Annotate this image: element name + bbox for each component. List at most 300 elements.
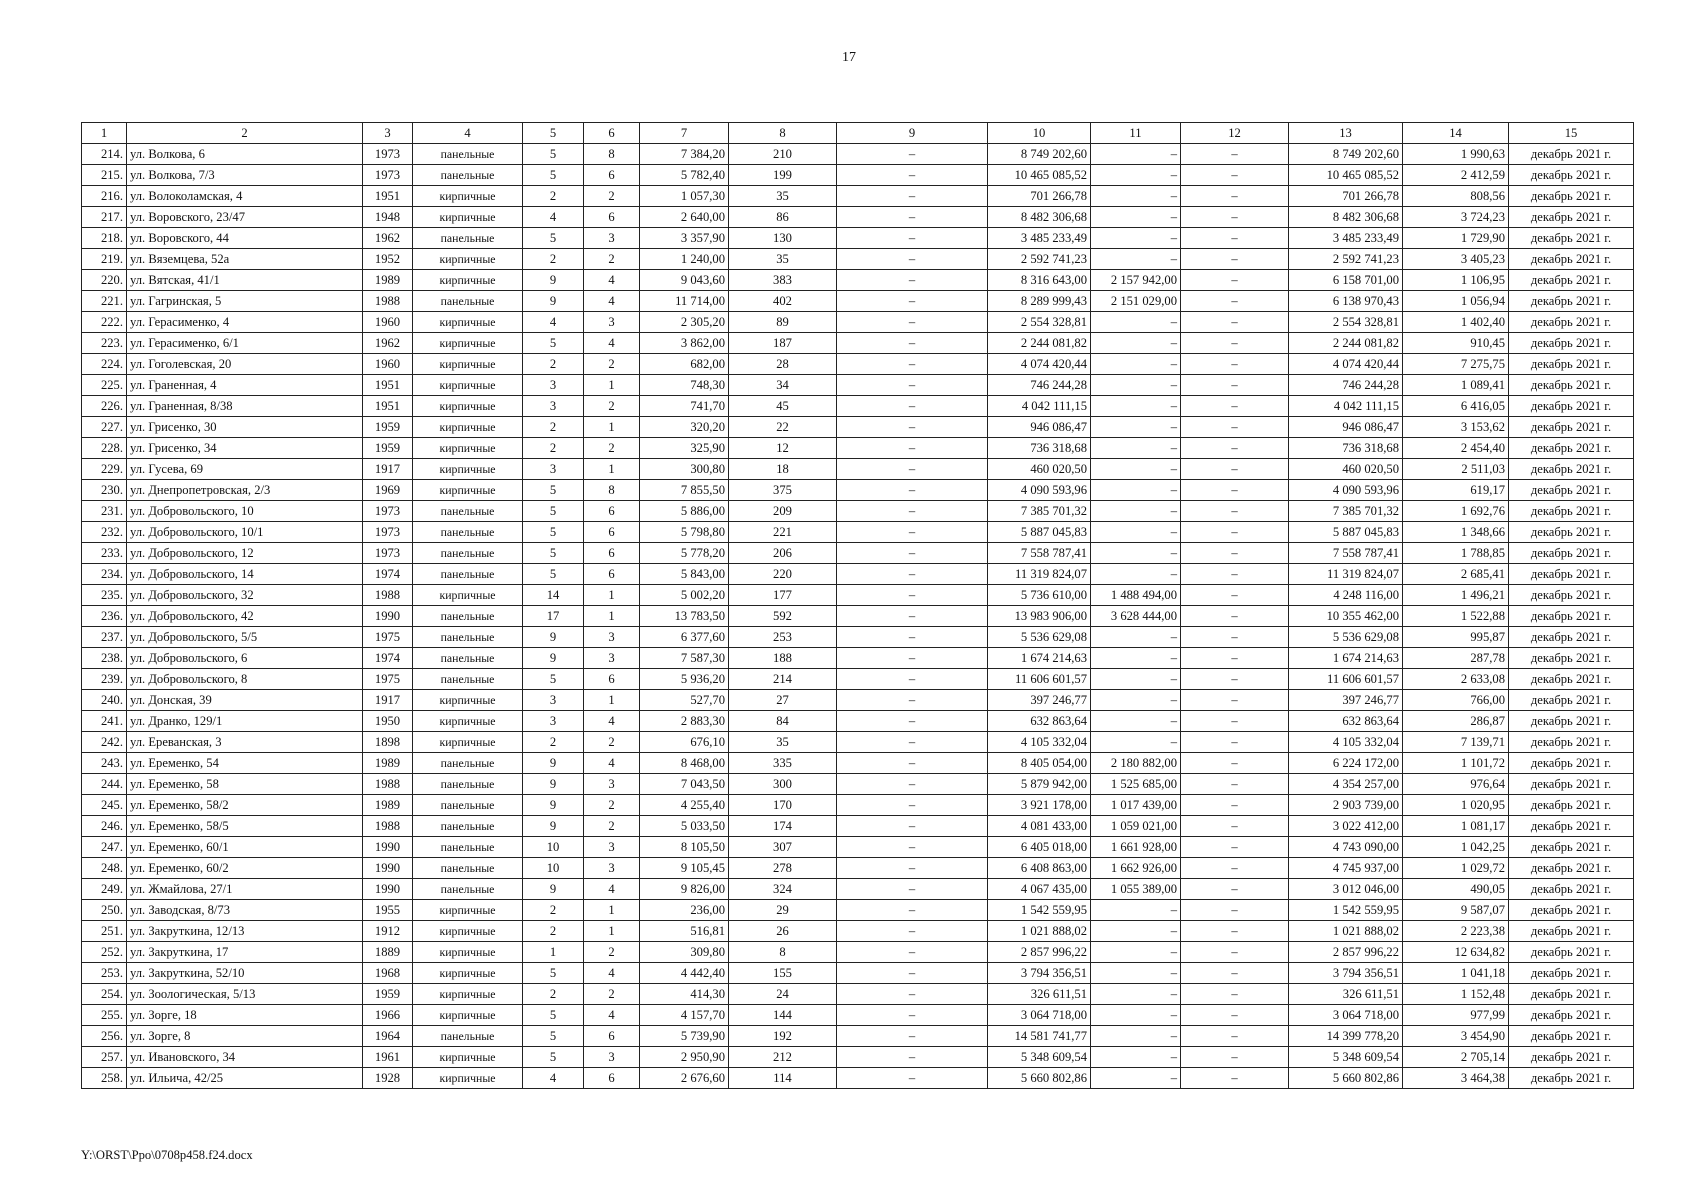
cell-cost-per-sqm: 1 496,21: [1403, 585, 1509, 606]
cell-col9-value: –: [837, 375, 988, 396]
cell-col13-value: 6 138 970,43: [1289, 291, 1403, 312]
cell-residents: 592: [729, 606, 837, 627]
cell-entrances: 3: [584, 312, 640, 333]
cell-residents: 130: [729, 228, 837, 249]
cell-address: ул. Ереванская, 3: [127, 732, 363, 753]
cell-address: ул. Герасименко, 6/1: [127, 333, 363, 354]
cell-deadline: декабрь 2021 г.: [1509, 438, 1634, 459]
cell-area: 7 855,50: [640, 480, 729, 501]
cell-deadline: декабрь 2021 г.: [1509, 921, 1634, 942]
cell-col11-value: –: [1091, 312, 1181, 333]
cell-col11-value: –: [1091, 459, 1181, 480]
cell-col11-value: –: [1091, 648, 1181, 669]
cell-col13-value: 10 355 462,00: [1289, 606, 1403, 627]
column-header-12: 12: [1181, 123, 1289, 144]
cell-wall-material: кирпичные: [413, 480, 523, 501]
cell-col11-value: –: [1091, 228, 1181, 249]
cell-address: ул. Добровольского, 8: [127, 669, 363, 690]
cell-area: 3 357,90: [640, 228, 729, 249]
cell-col11-value: 1 488 494,00: [1091, 585, 1181, 606]
table-body: [82, 144, 1634, 1089]
cell-address: ул. Добровольского, 5/5: [127, 627, 363, 648]
cell-col9-value: –: [837, 270, 988, 291]
cell-deadline: декабрь 2021 г.: [1509, 270, 1634, 291]
cell-row-number: 215.: [82, 165, 127, 186]
cell-total-cost: 8 316 643,00: [988, 270, 1091, 291]
cell-entrances: 2: [584, 438, 640, 459]
cell-residents: 210: [729, 144, 837, 165]
cell-address: ул. Грисенко, 34: [127, 438, 363, 459]
cell-col11-value: –: [1091, 711, 1181, 732]
cell-address: ул. Закруткина, 52/10: [127, 963, 363, 984]
cell-residents: 335: [729, 753, 837, 774]
cell-col11-value: –: [1091, 564, 1181, 585]
cell-area: 320,20: [640, 417, 729, 438]
cell-year-built: 1990: [363, 879, 413, 900]
column-header-15: 15: [1509, 123, 1634, 144]
cell-col12-value: –: [1181, 732, 1289, 753]
cell-total-cost: 2 244 081,82: [988, 333, 1091, 354]
cell-col11-value: –: [1091, 1068, 1181, 1089]
cell-deadline: декабрь 2021 г.: [1509, 165, 1634, 186]
cell-col12-value: –: [1181, 165, 1289, 186]
cell-floors: 2: [523, 921, 584, 942]
cell-col12-value: –: [1181, 753, 1289, 774]
cell-year-built: 1960: [363, 312, 413, 333]
cell-col13-value: 5 536 629,08: [1289, 627, 1403, 648]
cell-col11-value: –: [1091, 354, 1181, 375]
table-row: [82, 879, 1634, 900]
cell-col13-value: 8 749 202,60: [1289, 144, 1403, 165]
cell-entrances: 2: [584, 732, 640, 753]
cell-deadline: декабрь 2021 г.: [1509, 333, 1634, 354]
cell-area: 3 862,00: [640, 333, 729, 354]
cell-year-built: 1973: [363, 543, 413, 564]
cell-area: 5 798,80: [640, 522, 729, 543]
cell-entrances: 3: [584, 627, 640, 648]
cell-address: ул. Ильича, 42/25: [127, 1068, 363, 1089]
table-row: [82, 711, 1634, 732]
cell-col9-value: –: [837, 249, 988, 270]
cell-year-built: 1988: [363, 585, 413, 606]
cell-col9-value: –: [837, 291, 988, 312]
cell-col12-value: –: [1181, 690, 1289, 711]
cell-address: ул. Еременко, 60/1: [127, 837, 363, 858]
cell-residents: 24: [729, 984, 837, 1005]
cell-residents: 212: [729, 1047, 837, 1068]
cell-col13-value: 397 246,77: [1289, 690, 1403, 711]
cell-row-number: 254.: [82, 984, 127, 1005]
cell-col9-value: –: [837, 858, 988, 879]
cell-floors: 3: [523, 396, 584, 417]
cell-col12-value: –: [1181, 543, 1289, 564]
cell-year-built: 1989: [363, 270, 413, 291]
table-row: [82, 900, 1634, 921]
cell-col13-value: 3 022 412,00: [1289, 816, 1403, 837]
cell-residents: 375: [729, 480, 837, 501]
cell-residents: 221: [729, 522, 837, 543]
cell-area: 5 936,20: [640, 669, 729, 690]
cell-entrances: 4: [584, 291, 640, 312]
cell-cost-per-sqm: 1 152,48: [1403, 984, 1509, 1005]
cell-area: 9 105,45: [640, 858, 729, 879]
cell-col13-value: 4 248 116,00: [1289, 585, 1403, 606]
cell-residents: 35: [729, 732, 837, 753]
cell-row-number: 238.: [82, 648, 127, 669]
cell-col11-value: –: [1091, 207, 1181, 228]
cell-wall-material: кирпичные: [413, 333, 523, 354]
cell-area: 4 255,40: [640, 795, 729, 816]
cell-area: 2 640,00: [640, 207, 729, 228]
cell-entrances: 3: [584, 837, 640, 858]
cell-wall-material: кирпичные: [413, 207, 523, 228]
cell-entrances: 3: [584, 1047, 640, 1068]
cell-col11-value: –: [1091, 522, 1181, 543]
cell-col11-value: –: [1091, 669, 1181, 690]
footer-file-path: Y:\ORST\Ppo\0708p458.f24.docx: [81, 1148, 253, 1162]
cell-col12-value: –: [1181, 354, 1289, 375]
cell-row-number: 236.: [82, 606, 127, 627]
cell-year-built: 1973: [363, 144, 413, 165]
cell-col9-value: –: [837, 879, 988, 900]
cell-wall-material: кирпичные: [413, 375, 523, 396]
cell-col11-value: 1 662 926,00: [1091, 858, 1181, 879]
cell-area: 5 002,20: [640, 585, 729, 606]
cell-row-number: 246.: [82, 816, 127, 837]
cell-year-built: 1988: [363, 774, 413, 795]
table-row: [82, 249, 1634, 270]
cell-row-number: 242.: [82, 732, 127, 753]
table-row: [82, 543, 1634, 564]
cell-entrances: 2: [584, 249, 640, 270]
cell-row-number: 250.: [82, 900, 127, 921]
cell-residents: 35: [729, 249, 837, 270]
table-row: [82, 522, 1634, 543]
cell-total-cost: 1 674 214,63: [988, 648, 1091, 669]
cell-col9-value: –: [837, 417, 988, 438]
cell-cost-per-sqm: 2 685,41: [1403, 564, 1509, 585]
cell-year-built: 1962: [363, 333, 413, 354]
cell-col11-value: –: [1091, 333, 1181, 354]
cell-col11-value: –: [1091, 375, 1181, 396]
cell-col12-value: –: [1181, 438, 1289, 459]
cell-col11-value: –: [1091, 501, 1181, 522]
cell-entrances: 3: [584, 774, 640, 795]
table-row: [82, 207, 1634, 228]
cell-row-number: 223.: [82, 333, 127, 354]
cell-area: 748,30: [640, 375, 729, 396]
cell-total-cost: 3 794 356,51: [988, 963, 1091, 984]
cell-entrances: 2: [584, 186, 640, 207]
cell-col11-value: –: [1091, 921, 1181, 942]
cell-cost-per-sqm: 1 020,95: [1403, 795, 1509, 816]
cell-residents: 114: [729, 1068, 837, 1089]
cell-year-built: 1898: [363, 732, 413, 753]
cell-wall-material: кирпичные: [413, 1005, 523, 1026]
cell-residents: 383: [729, 270, 837, 291]
cell-address: ул. Зорге, 18: [127, 1005, 363, 1026]
cell-cost-per-sqm: 1 402,40: [1403, 312, 1509, 333]
table-row: [82, 732, 1634, 753]
cell-deadline: декабрь 2021 г.: [1509, 354, 1634, 375]
cell-entrances: 1: [584, 606, 640, 627]
column-header-5: 5: [523, 123, 584, 144]
cell-row-number: 229.: [82, 459, 127, 480]
cell-total-cost: 11 606 601,57: [988, 669, 1091, 690]
cell-col13-value: 3 485 233,49: [1289, 228, 1403, 249]
cell-row-number: 247.: [82, 837, 127, 858]
cell-entrances: 2: [584, 816, 640, 837]
cell-total-cost: 326 611,51: [988, 984, 1091, 1005]
cell-wall-material: кирпичные: [413, 459, 523, 480]
cell-deadline: декабрь 2021 г.: [1509, 816, 1634, 837]
cell-row-number: 252.: [82, 942, 127, 963]
cell-address: ул. Закруткина, 12/13: [127, 921, 363, 942]
cell-entrances: 6: [584, 543, 640, 564]
cell-area: 5 033,50: [640, 816, 729, 837]
column-header-11: 11: [1091, 123, 1181, 144]
cell-area: 682,00: [640, 354, 729, 375]
cell-address: ул. Герасименко, 4: [127, 312, 363, 333]
cell-col13-value: 326 611,51: [1289, 984, 1403, 1005]
cell-col9-value: –: [837, 585, 988, 606]
cell-year-built: 1917: [363, 690, 413, 711]
cell-cost-per-sqm: 995,87: [1403, 627, 1509, 648]
cell-entrances: 1: [584, 375, 640, 396]
cell-area: 2 305,20: [640, 312, 729, 333]
cell-total-cost: 736 318,68: [988, 438, 1091, 459]
cell-wall-material: панельные: [413, 879, 523, 900]
cell-area: 5 886,00: [640, 501, 729, 522]
cell-wall-material: панельные: [413, 1026, 523, 1047]
cell-floors: 5: [523, 669, 584, 690]
cell-col13-value: 4 743 090,00: [1289, 837, 1403, 858]
cell-row-number: 224.: [82, 354, 127, 375]
cell-residents: 187: [729, 333, 837, 354]
cell-area: 8 105,50: [640, 837, 729, 858]
cell-total-cost: 1 021 888,02: [988, 921, 1091, 942]
cell-area: 325,90: [640, 438, 729, 459]
cell-col12-value: –: [1181, 585, 1289, 606]
cell-col12-value: –: [1181, 333, 1289, 354]
cell-col11-value: –: [1091, 480, 1181, 501]
cell-wall-material: кирпичные: [413, 312, 523, 333]
cell-total-cost: 632 863,64: [988, 711, 1091, 732]
cell-deadline: декабрь 2021 г.: [1509, 291, 1634, 312]
cell-wall-material: кирпичные: [413, 1068, 523, 1089]
cell-col12-value: –: [1181, 669, 1289, 690]
cell-col11-value: –: [1091, 1047, 1181, 1068]
cell-col12-value: –: [1181, 480, 1289, 501]
cell-area: 527,70: [640, 690, 729, 711]
cell-wall-material: панельные: [413, 795, 523, 816]
cell-entrances: 6: [584, 522, 640, 543]
cell-col13-value: 2 244 081,82: [1289, 333, 1403, 354]
cell-total-cost: 4 067 435,00: [988, 879, 1091, 900]
cell-row-number: 220.: [82, 270, 127, 291]
cell-cost-per-sqm: 3 724,23: [1403, 207, 1509, 228]
cell-col11-value: –: [1091, 417, 1181, 438]
cell-residents: 170: [729, 795, 837, 816]
cell-col9-value: –: [837, 312, 988, 333]
cell-address: ул. Еременко, 60/2: [127, 858, 363, 879]
cell-col13-value: 3 012 046,00: [1289, 879, 1403, 900]
cell-cost-per-sqm: 286,87: [1403, 711, 1509, 732]
cell-area: 5 843,00: [640, 564, 729, 585]
cell-year-built: 1990: [363, 606, 413, 627]
cell-col9-value: –: [837, 942, 988, 963]
cell-cost-per-sqm: 910,45: [1403, 333, 1509, 354]
cell-floors: 2: [523, 417, 584, 438]
cell-row-number: 234.: [82, 564, 127, 585]
cell-deadline: декабрь 2021 г.: [1509, 669, 1634, 690]
cell-deadline: декабрь 2021 г.: [1509, 753, 1634, 774]
cell-area: 5 739,90: [640, 1026, 729, 1047]
cell-floors: 4: [523, 207, 584, 228]
cell-area: 1 057,30: [640, 186, 729, 207]
column-header-10: 10: [988, 123, 1091, 144]
cell-residents: 22: [729, 417, 837, 438]
cell-cost-per-sqm: 1 101,72: [1403, 753, 1509, 774]
cell-wall-material: кирпичные: [413, 1047, 523, 1068]
cell-col13-value: 5 348 609,54: [1289, 1047, 1403, 1068]
cell-year-built: 1988: [363, 816, 413, 837]
cell-wall-material: кирпичные: [413, 984, 523, 1005]
cell-row-number: 218.: [82, 228, 127, 249]
cell-wall-material: кирпичные: [413, 921, 523, 942]
cell-year-built: 1989: [363, 753, 413, 774]
table-header-row: [82, 123, 1634, 144]
cell-col13-value: 2 857 996,22: [1289, 942, 1403, 963]
cell-floors: 9: [523, 270, 584, 291]
cell-col13-value: 2 903 739,00: [1289, 795, 1403, 816]
cell-col9-value: –: [837, 900, 988, 921]
cell-residents: 307: [729, 837, 837, 858]
cell-total-cost: 10 465 085,52: [988, 165, 1091, 186]
cell-address: ул. Воровского, 44: [127, 228, 363, 249]
cell-col13-value: 632 863,64: [1289, 711, 1403, 732]
cell-residents: 29: [729, 900, 837, 921]
cell-col12-value: –: [1181, 795, 1289, 816]
cell-wall-material: панельные: [413, 627, 523, 648]
cell-col11-value: –: [1091, 438, 1181, 459]
cell-total-cost: 8 482 306,68: [988, 207, 1091, 228]
cell-address: ул. Волкова, 6: [127, 144, 363, 165]
cell-col12-value: –: [1181, 879, 1289, 900]
cell-total-cost: 2 857 996,22: [988, 942, 1091, 963]
table-row: [82, 438, 1634, 459]
cell-area: 9 043,60: [640, 270, 729, 291]
cell-deadline: декабрь 2021 г.: [1509, 1026, 1634, 1047]
cell-residents: 144: [729, 1005, 837, 1026]
cell-entrances: 2: [584, 984, 640, 1005]
cell-col9-value: –: [837, 501, 988, 522]
table-row: [82, 312, 1634, 333]
cell-residents: 253: [729, 627, 837, 648]
cell-residents: 402: [729, 291, 837, 312]
cell-address: ул. Грисенко, 30: [127, 417, 363, 438]
cell-deadline: декабрь 2021 г.: [1509, 501, 1634, 522]
cell-area: 741,70: [640, 396, 729, 417]
cell-col9-value: –: [837, 984, 988, 1005]
cell-total-cost: 4 081 433,00: [988, 816, 1091, 837]
table-row: [82, 648, 1634, 669]
cell-year-built: 1960: [363, 354, 413, 375]
cell-year-built: 1990: [363, 858, 413, 879]
cell-wall-material: панельные: [413, 648, 523, 669]
cell-entrances: 8: [584, 144, 640, 165]
cell-year-built: 1889: [363, 942, 413, 963]
cell-row-number: 216.: [82, 186, 127, 207]
cell-residents: 35: [729, 186, 837, 207]
cell-wall-material: кирпичные: [413, 585, 523, 606]
cell-total-cost: 746 244,28: [988, 375, 1091, 396]
cell-floors: 9: [523, 291, 584, 312]
cell-col13-value: 4 745 937,00: [1289, 858, 1403, 879]
table-row: [82, 459, 1634, 480]
cell-col13-value: 4 074 420,44: [1289, 354, 1403, 375]
cell-cost-per-sqm: 1 029,72: [1403, 858, 1509, 879]
table-row: [82, 669, 1634, 690]
cell-wall-material: панельные: [413, 606, 523, 627]
cell-address: ул. Закруткина, 17: [127, 942, 363, 963]
cell-col11-value: 1 661 928,00: [1091, 837, 1181, 858]
cell-deadline: декабрь 2021 г.: [1509, 711, 1634, 732]
cell-floors: 3: [523, 690, 584, 711]
cell-entrances: 3: [584, 228, 640, 249]
cell-col9-value: –: [837, 522, 988, 543]
column-header-13: 13: [1289, 123, 1403, 144]
cell-col9-value: –: [837, 144, 988, 165]
table-row: [82, 837, 1634, 858]
cell-col13-value: 11 319 824,07: [1289, 564, 1403, 585]
cell-address: ул. Граненная, 4: [127, 375, 363, 396]
cell-col11-value: –: [1091, 963, 1181, 984]
cell-col12-value: –: [1181, 249, 1289, 270]
cell-residents: 89: [729, 312, 837, 333]
cell-total-cost: 2 592 741,23: [988, 249, 1091, 270]
cell-col12-value: –: [1181, 1047, 1289, 1068]
cell-deadline: декабрь 2021 г.: [1509, 522, 1634, 543]
column-header-9: 9: [837, 123, 988, 144]
cell-col12-value: –: [1181, 774, 1289, 795]
cell-wall-material: панельные: [413, 228, 523, 249]
cell-residents: 86: [729, 207, 837, 228]
cell-address: ул. Еременко, 58/2: [127, 795, 363, 816]
cell-deadline: декабрь 2021 г.: [1509, 207, 1634, 228]
cell-year-built: 1975: [363, 669, 413, 690]
table-row: [82, 795, 1634, 816]
cell-residents: 34: [729, 375, 837, 396]
cell-row-number: 237.: [82, 627, 127, 648]
cell-col13-value: 4 354 257,00: [1289, 774, 1403, 795]
cell-total-cost: 8 405 054,00: [988, 753, 1091, 774]
cell-floors: 9: [523, 816, 584, 837]
cell-col12-value: –: [1181, 900, 1289, 921]
cell-row-number: 227.: [82, 417, 127, 438]
cell-wall-material: кирпичные: [413, 396, 523, 417]
cell-address: ул. Волоколамская, 4: [127, 186, 363, 207]
cell-floors: 17: [523, 606, 584, 627]
cell-wall-material: панельные: [413, 165, 523, 186]
cell-col9-value: –: [837, 1026, 988, 1047]
cell-col9-value: –: [837, 1047, 988, 1068]
cell-area: 13 783,50: [640, 606, 729, 627]
cell-row-number: 219.: [82, 249, 127, 270]
cell-col9-value: –: [837, 480, 988, 501]
cell-col9-value: –: [837, 627, 988, 648]
table-row: [82, 396, 1634, 417]
